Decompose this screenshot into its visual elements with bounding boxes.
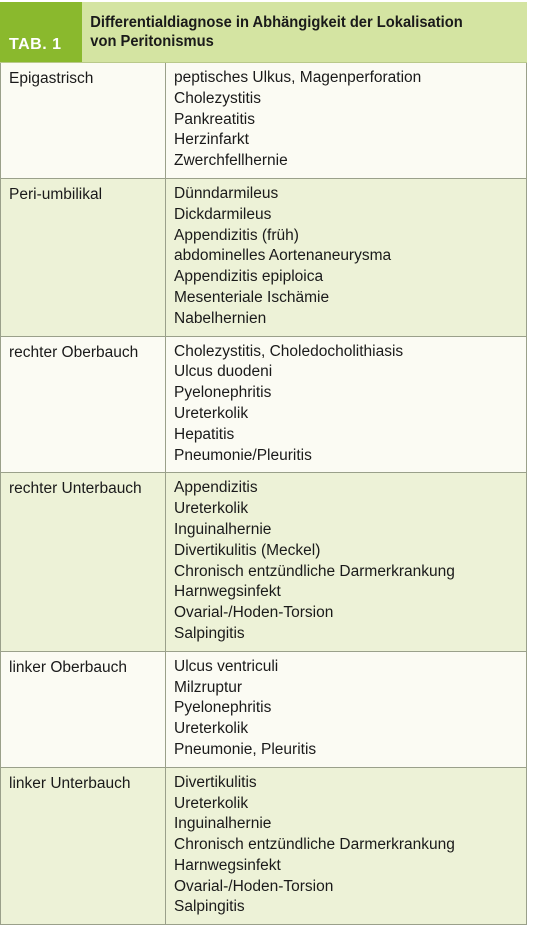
diagnosis-item: Ovarial-/Hoden-Torsion: [174, 877, 334, 895]
diagnosis-item: Ureterkolik: [174, 720, 249, 738]
diagnosis-item: Divertikulitis: [174, 773, 257, 791]
diagnosis-item: Dickdarmileus: [174, 205, 272, 223]
diagnosis-item: Ureterkolik: [174, 794, 249, 812]
diagnosis-cell: [166, 768, 526, 925]
diagnosis-item: Ulcus ventriculi: [174, 657, 279, 675]
diagnosis-cell: [166, 179, 526, 336]
table-title-line-1: Differentialdiagnose in Abhängigkeit der Lokalisation: [90, 14, 463, 31]
diagnosis-item: Hepatitis: [174, 425, 235, 443]
diagnosis-item: Inguinalhernie: [174, 815, 272, 833]
location-cell: Epigastrisch: [1, 63, 166, 178]
diagnosis-item: Salpingitis: [174, 624, 245, 642]
table-row: [0, 179, 527, 337]
diagnosis-item: Chronisch entzündliche Darmerkrankung: [174, 836, 455, 854]
diagnosis-item: Milzruptur: [174, 678, 243, 696]
location-cell: rechter Oberbauch: [1, 337, 166, 473]
location-cell: rechter Unterbauch: [1, 473, 166, 650]
diagnosis-item: Cholezystitis: [174, 89, 261, 107]
diagnosis-item: Salpingitis: [174, 898, 245, 916]
table-header: [0, 2, 527, 63]
diagnosis-cell: [166, 63, 526, 178]
table-title: [82, 2, 491, 62]
diagnosis-item: Pyelonephritis: [174, 699, 272, 717]
diagnosis-item: Appendizitis (früh): [174, 226, 299, 244]
differential-diagnosis-table: [0, 2, 527, 925]
location-cell: linker Unterbauch: [1, 768, 166, 925]
table-number-label: TAB. 1: [0, 2, 82, 62]
diagnosis-item: Pneumonie/Pleuritis: [174, 446, 312, 464]
diagnosis-item: Harnwegsinfekt: [174, 856, 281, 874]
diagnosis-item: Chronisch entzündliche Darmerkrankung: [174, 562, 455, 580]
diagnosis-item: Pyelonephritis: [174, 384, 272, 402]
table-row: [0, 63, 527, 179]
diagnosis-item: abdominelles Aortenaneurysma: [174, 247, 392, 265]
diagnosis-item: Cholezystitis, Choledocholithiasis: [174, 342, 404, 360]
diagnosis-item: Ovarial-/Hoden-Torsion: [174, 604, 334, 622]
diagnosis-item: Mesenteriale Ischämie: [174, 288, 330, 306]
diagnosis-item: Appendizitis epiploica: [174, 268, 324, 286]
diagnosis-item: Ureterkolik: [174, 500, 249, 518]
diagnosis-item: Herzinfarkt: [174, 131, 249, 149]
diagnosis-cell: [166, 337, 526, 473]
diagnosis-item: Nabelhernien: [174, 309, 267, 327]
diagnosis-item: peptisches Ulkus, Magenperforation: [174, 69, 422, 86]
diagnosis-item: Ureterkolik: [174, 404, 249, 422]
diagnosis-cell: [166, 473, 526, 650]
diagnosis-item: Dünndarmileus: [174, 184, 279, 202]
diagnosis-item: Pneumonie, Pleuritis: [174, 740, 317, 758]
diagnosis-item: Harnwegsinfekt: [174, 583, 281, 601]
table-title-line-2: von Peritonismus: [90, 33, 214, 50]
table-row: [0, 337, 527, 474]
diagnosis-item: Ulcus duodeni: [174, 363, 273, 381]
location-cell: Peri-umbilikal: [1, 179, 166, 336]
table-row: [0, 768, 527, 926]
diagnosis-item: Divertikulitis (Meckel): [174, 541, 321, 559]
diagnosis-item: Inguinalhernie: [174, 520, 272, 538]
location-cell: linker Oberbauch: [1, 652, 166, 767]
table-row: [0, 473, 527, 651]
diagnosis-cell: [166, 652, 526, 767]
diagnosis-item: Zwerchfellhernie: [174, 152, 288, 170]
diagnosis-item: Pankreatitis: [174, 110, 255, 128]
table-row: [0, 652, 527, 768]
diagnosis-item: Appendizitis: [174, 479, 258, 497]
